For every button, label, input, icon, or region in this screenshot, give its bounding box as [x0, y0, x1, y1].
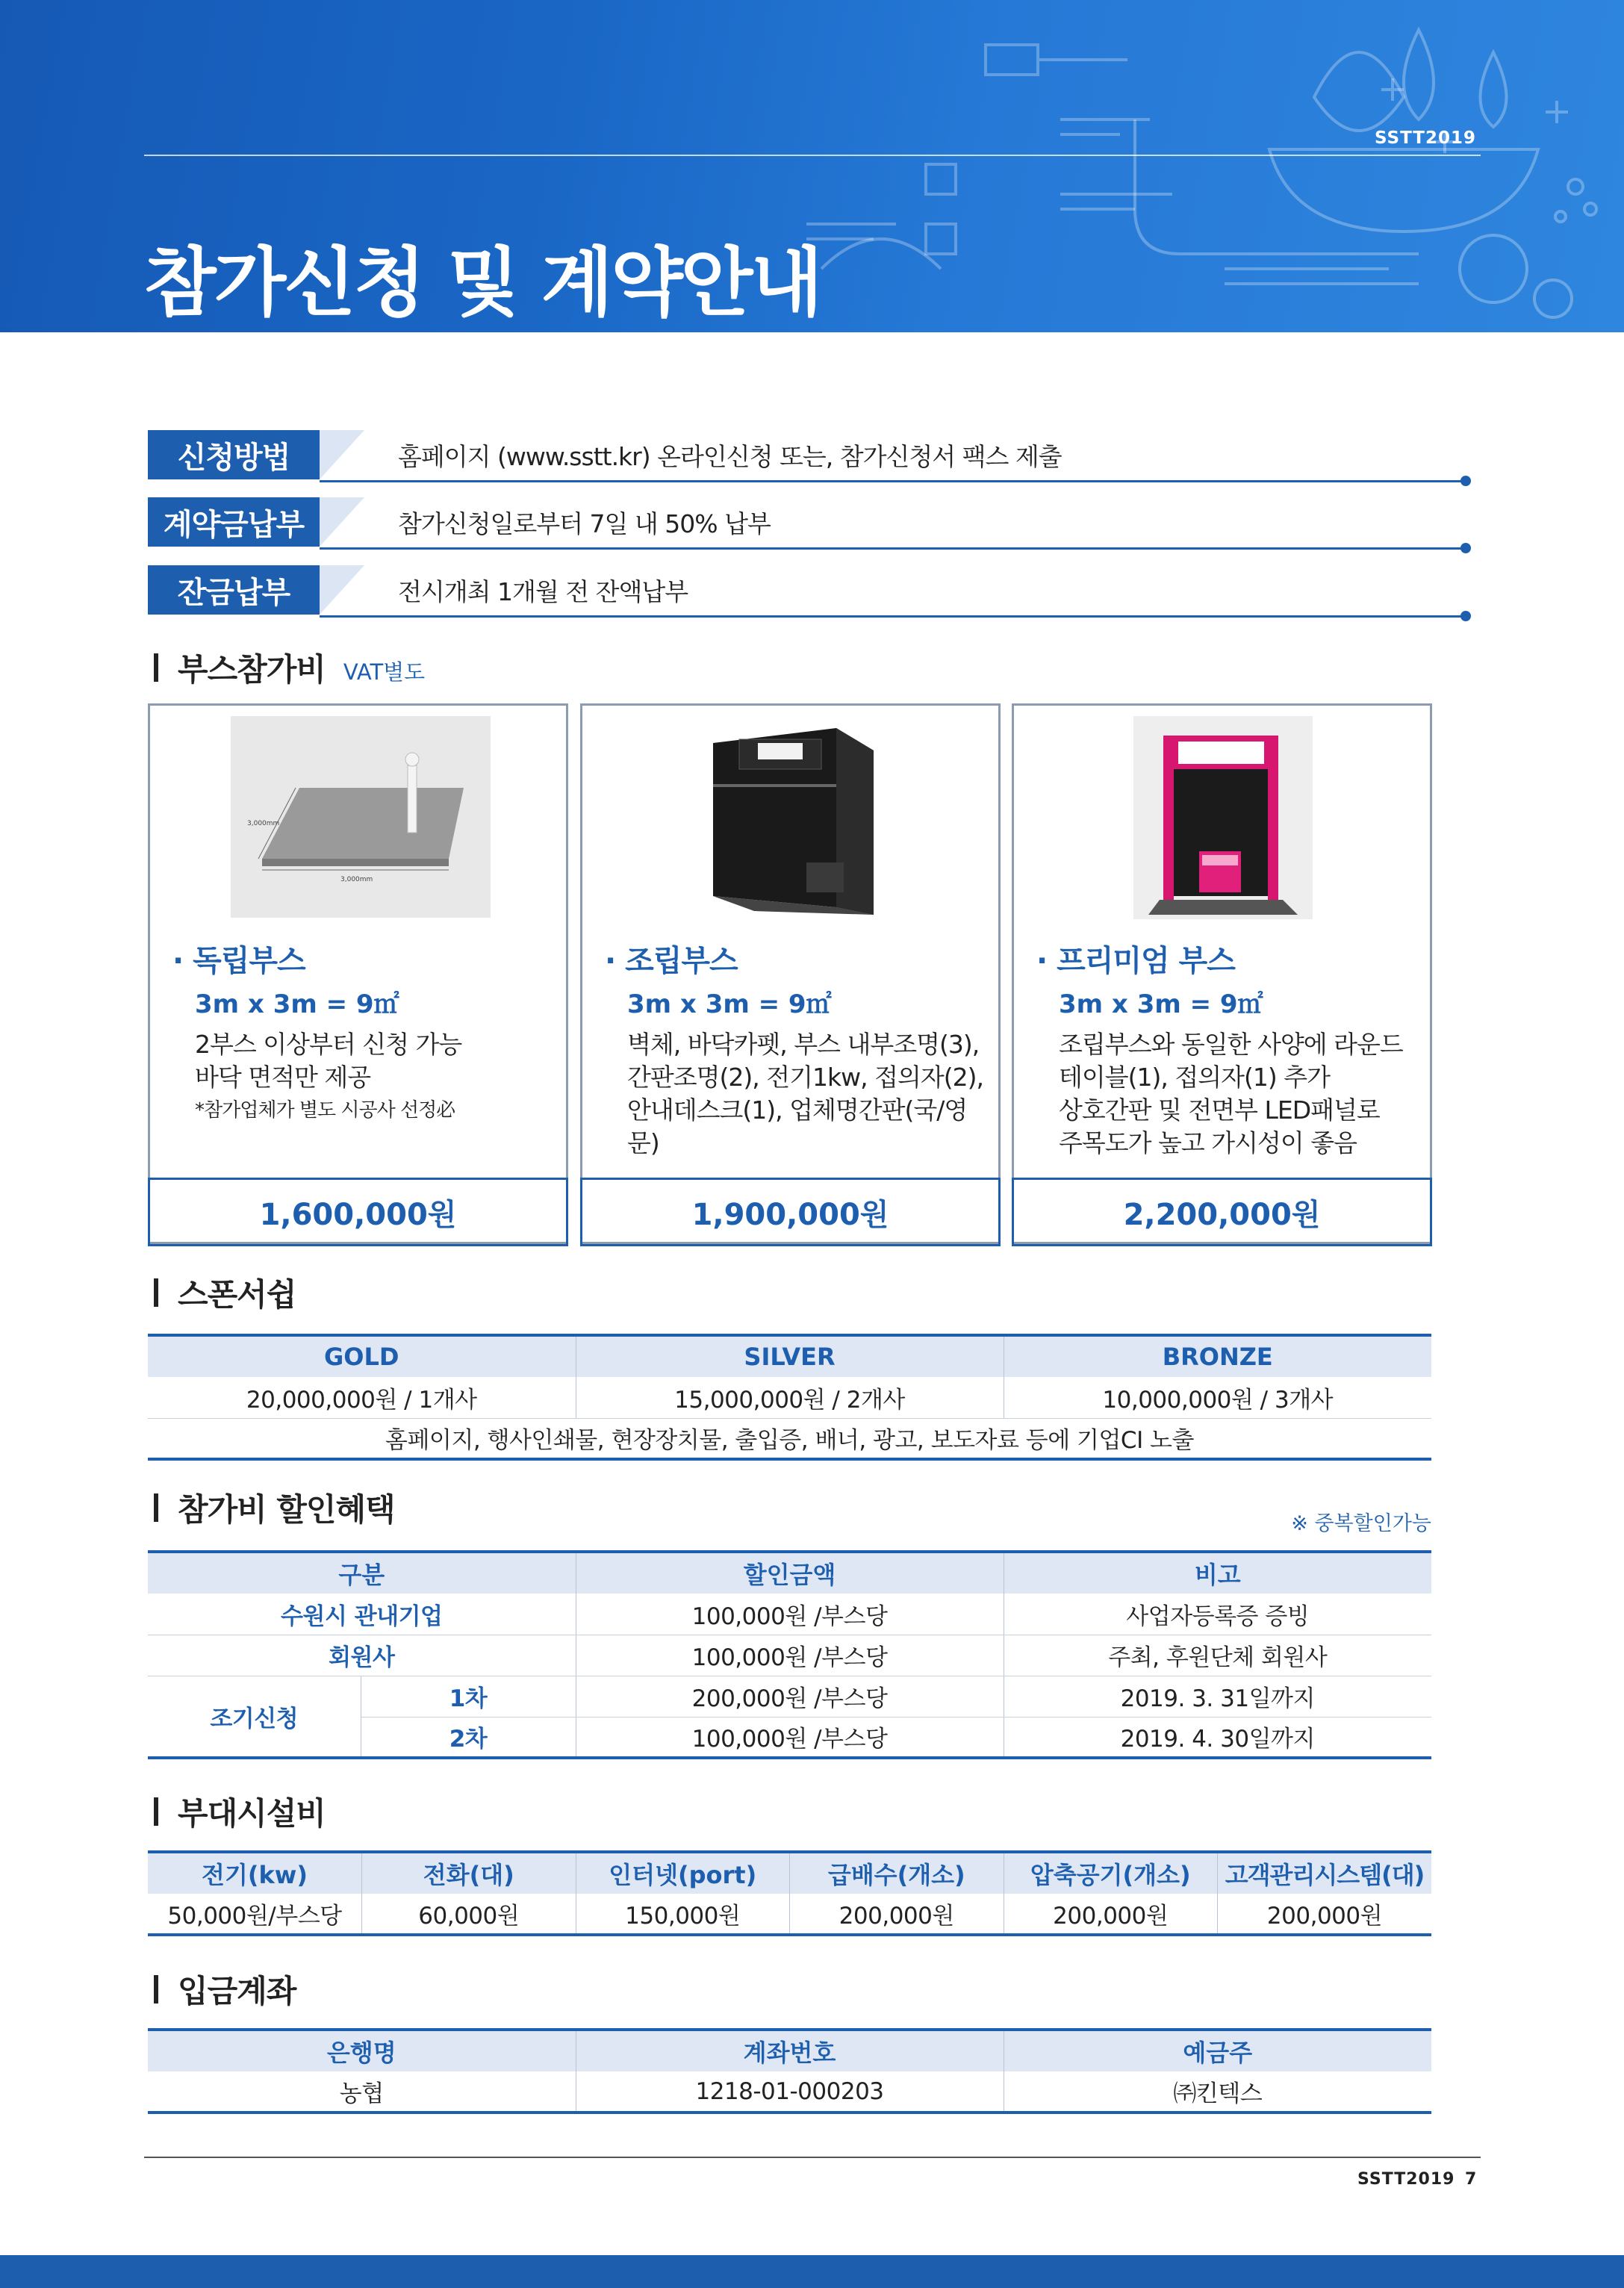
plumbing-pattern-illustration — [747, 0, 1624, 332]
assembled-booth-image — [582, 713, 998, 922]
section-bar — [154, 1975, 158, 2003]
duplicate-discount-note: ※ 중복할인가능 — [1291, 1512, 1431, 1535]
desc-line: 주목도가 높고 가시성이 좋음 — [1059, 1128, 1357, 1157]
sponsorship-table — [148, 1334, 1431, 1461]
label-slant — [320, 430, 364, 479]
table-cell: 10,000,000원 / 3개사 — [1004, 1377, 1431, 1418]
section-booth-fee — [154, 647, 425, 688]
booth-size: 3m x 3m = 9㎡ — [627, 989, 832, 1019]
table-header: 구분 — [148, 1552, 576, 1594]
booth-card-independent — [148, 703, 568, 1244]
vat-note: VAT별도 — [343, 659, 426, 685]
table-row — [148, 1594, 1431, 1635]
booth-size: 3m x 3m = 9㎡ — [1059, 989, 1263, 1019]
info-label: 계약금납부 — [148, 497, 320, 547]
table-header: 은행명 — [148, 2030, 576, 2071]
info-label: 신청방법 — [148, 430, 320, 479]
booth-description — [1059, 1028, 1425, 1160]
info-label: 잔금납부 — [148, 565, 320, 615]
table-row — [148, 1635, 1431, 1676]
table-row — [148, 2071, 1431, 2113]
desc-line: 테이블(1), 접의자(1) 추가 — [1059, 1063, 1330, 1092]
table-cell: 200,000원 — [1218, 1894, 1432, 1935]
table-header: GOLD — [148, 1335, 576, 1377]
booth-description — [195, 1028, 561, 1127]
table-cell-category: 조기신청 — [148, 1676, 361, 1758]
table-cell: 100,000원 /부스당 — [576, 1594, 1004, 1635]
facility-table — [148, 1850, 1431, 1936]
desc-line: 안내데스크(1), 업체명간판(국/영문) — [627, 1095, 968, 1157]
table-cell: 1218-01-000203 — [576, 2071, 1004, 2113]
booth-price: 1,900,000원 — [580, 1178, 1001, 1246]
section-title: 스폰서쉽 — [178, 1276, 296, 1313]
section-discount — [154, 1487, 395, 1529]
booth-title: · 조립부스 — [605, 944, 738, 978]
booth-card-premium — [1012, 703, 1432, 1244]
table-cell: 20,000,000원 / 1개사 — [148, 1377, 576, 1418]
page-title: 참가신청 및 계약안내 — [144, 239, 821, 326]
table-cell: 2019. 4. 30일까지 — [1004, 1717, 1431, 1758]
table-row — [148, 1894, 1431, 1935]
booth-title: · 독립부스 — [172, 944, 305, 978]
table-cell-category: 수원시 관내기업 — [148, 1594, 576, 1635]
dimension-label: 3,000mm — [247, 820, 280, 827]
booth-title: · 프리미엄 부스 — [1036, 944, 1235, 978]
info-underline — [320, 480, 1466, 482]
table-header-row — [148, 2030, 1431, 2071]
premium-booth-image — [1014, 713, 1430, 922]
section-bar — [154, 1493, 158, 1522]
table-cell: ㈜킨텍스 — [1004, 2071, 1431, 2113]
info-row-deposit — [148, 497, 1469, 547]
section-account — [154, 1968, 296, 2010]
dimension-label: 3,000mm — [340, 876, 373, 883]
table-cell: 농협 — [148, 2071, 576, 2113]
info-dot — [1460, 476, 1471, 486]
table-header: 전기(kw) — [148, 1852, 362, 1894]
booth-price: 2,200,000원 — [1012, 1178, 1432, 1246]
bare-space-booth-image — [150, 713, 566, 922]
table-cell: 사업자등록증 증빙 — [1004, 1594, 1431, 1635]
page-number: 7 — [1465, 2170, 1477, 2189]
footer-rule — [144, 2157, 1481, 2158]
table-cell: 100,000원 /부스당 — [576, 1717, 1004, 1758]
table-header: 계좌번호 — [576, 2030, 1004, 2071]
info-dot — [1460, 611, 1471, 621]
section-facility — [154, 1791, 326, 1832]
info-dot — [1460, 543, 1471, 553]
section-title: 부스참가비 — [178, 651, 326, 688]
table-header: 비고 — [1004, 1552, 1431, 1594]
table-cell: 주최, 후원단체 회원사 — [1004, 1635, 1431, 1676]
booth-size: 3m x 3m = 9㎡ — [195, 989, 399, 1019]
table-header: SILVER — [576, 1335, 1004, 1377]
header-code: SSTT2019 — [1374, 128, 1476, 148]
section-title: 부대시설비 — [178, 1795, 326, 1832]
info-underline — [320, 547, 1466, 550]
info-text: 참가신청일로부터 7일 내 50% 납부 — [398, 509, 771, 538]
info-text: 홈페이지 (www.sstt.kr) 온라인신청 또는, 참가신청서 팩스 제출 — [398, 442, 1062, 471]
info-underline — [320, 615, 1466, 618]
desc-line: 조립부스와 동일한 사양에 라운드 — [1059, 1030, 1403, 1059]
table-cell: 200,000원 /부스당 — [576, 1676, 1004, 1717]
discount-table — [148, 1550, 1431, 1759]
desc-note: *참가업체가 별도 시공사 선정必 — [195, 1099, 455, 1122]
label-slant — [320, 497, 364, 547]
section-bar — [154, 1278, 158, 1307]
table-header: 급배수(개소) — [790, 1852, 1004, 1894]
table-header: 압축공기(개소) — [1004, 1852, 1218, 1894]
section-bar — [154, 653, 158, 682]
section-title: 입금계좌 — [178, 1973, 296, 2009]
section-sponsorship — [154, 1272, 296, 1314]
table-cell: 2019. 3. 31일까지 — [1004, 1676, 1431, 1717]
table-header-row — [148, 1852, 1431, 1894]
table-cell: 100,000원 /부스당 — [576, 1635, 1004, 1676]
account-table — [148, 2028, 1431, 2114]
table-cell: 60,000원 — [362, 1894, 576, 1935]
table-header-row — [148, 1335, 1431, 1377]
table-row — [148, 1676, 1431, 1717]
table-cell-category: 회원사 — [148, 1635, 576, 1676]
header-rule — [144, 155, 1481, 156]
table-row — [148, 1377, 1431, 1418]
footer-code: SSTT2019 — [1357, 2170, 1455, 2189]
table-header: 예금주 — [1004, 2030, 1431, 2071]
booth-price: 1,600,000원 — [148, 1178, 568, 1246]
desc-line: 2부스 이상부터 신청 가능 — [195, 1030, 462, 1059]
info-row-balance — [148, 565, 1469, 615]
info-row-application — [148, 430, 1469, 479]
table-header-row — [148, 1552, 1431, 1594]
table-cell-round: 2차 — [361, 1717, 576, 1758]
table-cell: 150,000원 — [576, 1894, 790, 1935]
footer-band — [0, 2255, 1624, 2288]
table-cell: 50,000원/부스당 — [148, 1894, 362, 1935]
table-header: 인터넷(port) — [576, 1852, 790, 1894]
booth-description — [627, 1028, 993, 1160]
info-text: 전시개최 1개월 전 잔액납부 — [398, 577, 688, 606]
table-header: BRONZE — [1004, 1335, 1431, 1377]
table-cell-round: 1차 — [361, 1676, 576, 1717]
table-header: 고객관리시스템(대) — [1218, 1852, 1432, 1894]
table-header: 할인금액 — [576, 1552, 1004, 1594]
table-row — [148, 1418, 1431, 1459]
table-cell-benefit: 홈페이지, 행사인쇄물, 현장장치물, 출입증, 배너, 광고, 보도자료 등에 기업CI 노출 — [148, 1418, 1431, 1459]
desc-line: 상호간판 및 전면부 LED패널로 — [1059, 1095, 1380, 1125]
table-header: 전화(대) — [362, 1852, 576, 1894]
table-cell: 15,000,000원 / 2개사 — [576, 1377, 1004, 1418]
desc-line: 벽체, 바닥카펫, 부스 내부조명(3), — [627, 1030, 980, 1059]
section-title: 참가비 할인혜택 — [178, 1491, 395, 1528]
desc-line: 간판조명(2), 전기1kw, 접의자(2), — [627, 1063, 983, 1092]
booth-card-assembled — [580, 703, 1001, 1244]
label-slant — [320, 565, 364, 615]
table-cell: 200,000원 — [790, 1894, 1004, 1935]
header-banner — [0, 0, 1624, 332]
section-bar — [154, 1797, 158, 1826]
desc-line: 바닥 면적만 제공 — [195, 1063, 371, 1092]
table-cell: 200,000원 — [1004, 1894, 1218, 1935]
